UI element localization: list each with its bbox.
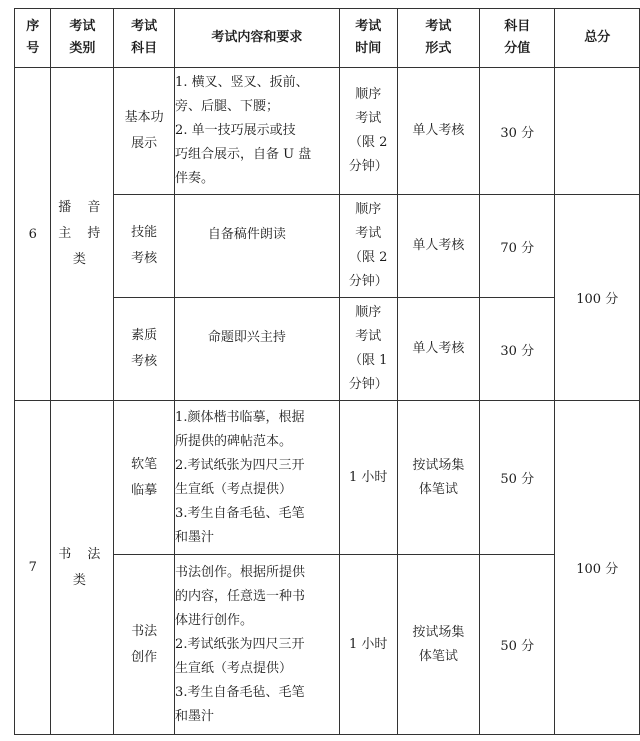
subject-cell: 基本功 展示 — [114, 68, 175, 195]
group-category-calligraphy: 书 法 类 — [51, 401, 114, 735]
exam-table-page — [14, 8, 640, 735]
header-subject: 考试 科目 — [114, 9, 175, 68]
header-seq: 序 号 — [15, 9, 51, 68]
header-content: 考试内容和要求 — [175, 9, 340, 68]
subject-cell: 技能 考核 — [114, 195, 175, 298]
subject-cell: 软笔 临摹 — [114, 401, 175, 555]
subject-cell: 书法 创作 — [114, 555, 175, 735]
content-cell: 命题即兴主持 — [175, 298, 340, 401]
table-row — [15, 68, 640, 195]
time-cell: 顺序 考试 （限 1 分钟） — [339, 298, 397, 401]
exam-requirements-table — [14, 8, 640, 735]
score-cell: 30 分 — [480, 68, 555, 195]
content-cell: 1. 横叉、竖叉、扳前、 旁、后腿、下腰； 2. 单一技巧展示或技 巧组合展示，自备 U 盘 伴奏。 — [175, 68, 340, 195]
form-cell: 按试场集 体笔试 — [397, 401, 479, 555]
group-seq-7: 7 — [15, 401, 51, 735]
content-cell: 1.颜体楷书临摹，根据 所提供的碑帖范本。 2.考试纸张为四尺三开 生宣纸（考点提供） 3.考生自备毛毡、毛笔 和墨汁 — [175, 401, 340, 555]
content-cell: 书法创作。根据所提供 的内容，任意选一种书 体进行创作。 2.考试纸张为四尺三开 生宣纸（考点提供） 3.考生自备毛毡、毛笔 和墨汁 — [175, 555, 340, 735]
header-time: 考试 时间 — [339, 9, 397, 68]
table-row — [15, 401, 640, 555]
header-category: 考试 类别 — [51, 9, 114, 68]
time-cell: 1 小时 — [339, 401, 397, 555]
group-total-6: 100 分 — [555, 195, 640, 401]
header-total: 总分 — [555, 9, 640, 68]
subject-cell: 素质 考核 — [114, 298, 175, 401]
header-row — [15, 9, 640, 68]
form-cell: 单人考核 — [397, 298, 479, 401]
time-cell: 1 小时 — [339, 555, 397, 735]
score-cell: 70 分 — [480, 195, 555, 298]
group-total-7: 100 分 — [555, 401, 640, 735]
score-cell: 50 分 — [480, 555, 555, 735]
total-cell-empty — [555, 68, 640, 195]
form-cell: 按试场集 体笔试 — [397, 555, 479, 735]
score-cell: 50 分 — [480, 401, 555, 555]
group-seq-6: 6 — [15, 68, 51, 401]
form-cell: 单人考核 — [397, 68, 479, 195]
header-form: 考试 形式 — [397, 9, 479, 68]
score-cell: 30 分 — [480, 298, 555, 401]
time-cell: 顺序 考试 （限 2 分钟） — [339, 68, 397, 195]
time-cell: 顺序 考试 （限 2 分钟） — [339, 195, 397, 298]
form-cell: 单人考核 — [397, 195, 479, 298]
header-score: 科目 分值 — [480, 9, 555, 68]
content-cell: 自备稿件朗读 — [175, 195, 340, 298]
group-category-broadcast: 播 音 主 持 类 — [51, 68, 114, 401]
